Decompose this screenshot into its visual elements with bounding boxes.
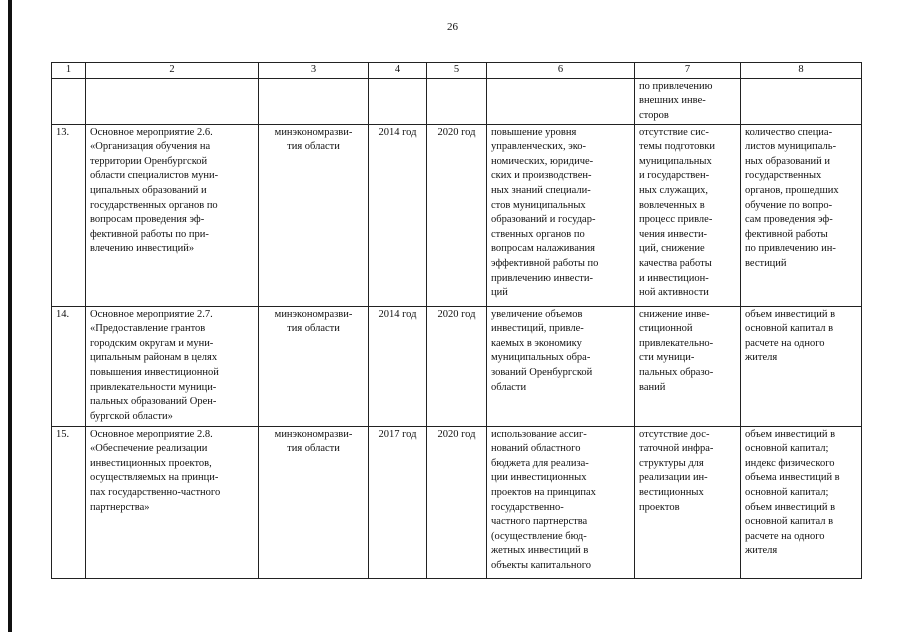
text-line: городским округам и муни- [90,337,214,349]
cell-result [487,426,635,578]
text-line: пах государственно-частного [90,486,221,498]
text-line: Основное мероприятие 2.6. [90,126,213,138]
text-line: листов муниципаль- [745,141,837,153]
text-line: Основное мероприятие 2.8. [90,428,213,440]
cell-measure [86,124,259,306]
column-header: 7 [635,63,741,79]
page-number: 26 [447,21,458,33]
text-line: государственных [745,170,822,182]
text-line: привлекательно- [639,337,714,349]
text-line: по привлечению ин- [745,243,836,255]
text-line: повышения инвестиционной [90,366,219,378]
text-line: минэкономразви- [274,428,353,440]
text-line: внешних инве- [639,95,706,107]
text-line: по привлечению [639,80,713,92]
text-line: государственных органов по [90,199,218,211]
text-line: зований Оренбургской [491,366,593,378]
text-line: вовлеченных в [639,199,705,211]
text-line: основной капитал; [745,486,829,498]
measures-table [51,62,862,579]
text-line: жителя [745,545,778,557]
text-line: минэкономразви- [274,308,353,320]
cell-executor [259,426,369,578]
cell-start-year: 2017 год [369,426,427,578]
text-line: процесс привле- [639,214,713,226]
text-line: сторов [639,109,669,121]
text-line: привлечению инвести- [491,272,594,284]
text-line: образований и государ- [491,214,596,226]
text-line: ных образований и [745,155,830,167]
text-line: государственно- [491,501,564,513]
text-line: каемых в экономику [491,337,582,349]
column-header: 1 [52,63,86,79]
text-line: темы подготовки [639,141,716,153]
text-line: объем инвестиций в [745,501,836,513]
text-line: жетных инвестиций в [491,545,589,557]
column-header: 3 [259,63,369,79]
text-line: отсутствие дос- [639,428,710,440]
column-number-row [52,63,862,79]
text-line: области специалистов муни- [90,170,219,182]
text-line: органов, прошедших [745,184,839,196]
cell-number: 15. [52,426,86,578]
cell-indicator [741,306,862,426]
table-row [52,426,862,578]
text-line: муниципальных обра- [491,352,591,364]
text-line: ций [491,287,508,299]
text-line: объема инвестиций в [745,472,840,484]
text-line: партнерства» [90,501,150,513]
cell-executor [259,124,369,306]
text-line: ной активности [639,287,709,299]
text-line: основной капитал в [745,323,834,335]
text-line: проектов на принципах [491,486,596,498]
column-header: 4 [369,63,427,79]
cell-measure [86,78,259,124]
text-line: Основное мероприятие 2.7. [90,308,213,320]
text-line: ственных органов по [491,228,585,240]
cell-end-year [427,78,487,124]
text-line: вопросам проведения эф- [90,214,205,226]
text-line: снижение инве- [639,308,710,320]
column-header: 5 [427,63,487,79]
column-header: 2 [86,63,259,79]
text-line: «Обеспечение реализации [90,443,208,455]
text-line: ципальных образований и [90,184,207,196]
cell-start-year [369,78,427,124]
cell-end-year: 2020 год [427,306,487,426]
text-line: осуществляемых на принци- [90,472,219,484]
text-line: количество специа- [745,126,833,138]
text-line: области [491,381,527,393]
text-line: качества работы [639,257,712,269]
cell-consequences [635,78,741,124]
cell-start-year: 2014 год [369,124,427,306]
text-line: минэкономразви- [274,126,353,138]
text-line: вопросам налаживания [491,243,595,255]
text-line: бюджета для реализа- [491,457,589,469]
text-line: номических, юридиче- [491,155,594,167]
table-row [52,124,862,306]
text-line: использование ассиг- [491,428,587,440]
column-header: 8 [741,63,862,79]
text-line: пальных образований Орен- [90,396,217,408]
text-line: объем инвестиций в [745,428,836,440]
text-line: повышение уровня [491,126,577,138]
cell-executor [259,78,369,124]
cell-indicator [741,124,862,306]
text-line: расчете на одного [745,337,825,349]
cell-number: 13. [52,124,86,306]
text-line: тия области [287,141,340,153]
text-line: муниципальных [639,155,712,167]
text-line: таточной инфра- [639,443,714,455]
text-line: тия области [287,323,340,335]
text-line: сти муници- [639,352,695,364]
column-header: 6 [487,63,635,79]
text-line: реализации ин- [639,472,708,484]
text-line: фективной работы [745,228,828,240]
cell-measure [86,306,259,426]
text-line: объем инвестиций в [745,308,836,320]
text-line: увеличение объемов [491,308,583,320]
text-line: расчете на одного [745,530,825,542]
text-line: пальных образо- [639,366,714,378]
text-line: «Организация обучения на [90,141,211,153]
text-line: и инвестицион- [639,272,709,284]
text-line: стиционной [639,323,693,335]
text-line: структуры для [639,457,704,469]
cell-number [52,78,86,124]
cell-end-year: 2020 год [427,124,487,306]
text-line: инвестиций, привле- [491,323,584,335]
text-line: и государствен- [639,170,710,182]
text-line: ных знаний специали- [491,184,591,196]
text-line: сам проведения эф- [745,214,833,226]
text-line: территории Оренбургской [90,155,208,167]
text-line: тия области [287,443,340,455]
text-line: вестиций [745,257,787,269]
cell-result [487,78,635,124]
text-line: привлекательности муници- [90,381,217,393]
text-line: ципальным районам в целях [90,352,218,364]
text-line: эффективной работы по [491,257,599,269]
text-line: объекты капитального [491,559,592,571]
text-line: основной капитал в [745,516,834,528]
cell-start-year: 2014 год [369,306,427,426]
cell-executor [259,306,369,426]
text-line: обучение по вопро- [745,199,833,211]
text-line: ных служащих, [639,184,709,196]
text-line: нований областного [491,443,581,455]
table-row [52,306,862,426]
text-line: частного партнерства [491,516,588,528]
text-line: ций, снижение [639,243,705,255]
cell-result [487,306,635,426]
text-line: чения инвести- [639,228,708,240]
text-line: ции инвестиционных [491,472,587,484]
text-line: жителя [745,352,778,364]
text-line: влечению инвестиций» [90,243,195,255]
cell-indicator [741,78,862,124]
cell-consequences [635,124,741,306]
cell-number: 14. [52,306,86,426]
text-line: фективной работы по при- [90,228,209,240]
cell-indicator [741,426,862,578]
text-line: бургской области» [90,410,173,422]
cell-measure [86,426,259,578]
cell-consequences [635,426,741,578]
text-line: инвестиционных проектов, [90,457,212,469]
text-line: индекс физического [745,457,835,469]
text-line: «Предоставление грантов [90,323,206,335]
text-line: ваний [639,381,666,393]
text-line: (осуществление бюд- [491,530,587,542]
table-row-continuation [52,78,862,124]
text-line: проектов [639,501,680,513]
text-line: основной капитал; [745,443,829,455]
text-line: вестиционных [639,486,704,498]
cell-end-year: 2020 год [427,426,487,578]
text-line: управленческих, эко- [491,141,587,153]
binding-edge [8,0,12,632]
cell-result [487,124,635,306]
text-line: отсутствие сис- [639,126,709,138]
cell-consequences [635,306,741,426]
text-line: ских и производствен- [491,170,592,182]
text-line: стов муниципальных [491,199,586,211]
